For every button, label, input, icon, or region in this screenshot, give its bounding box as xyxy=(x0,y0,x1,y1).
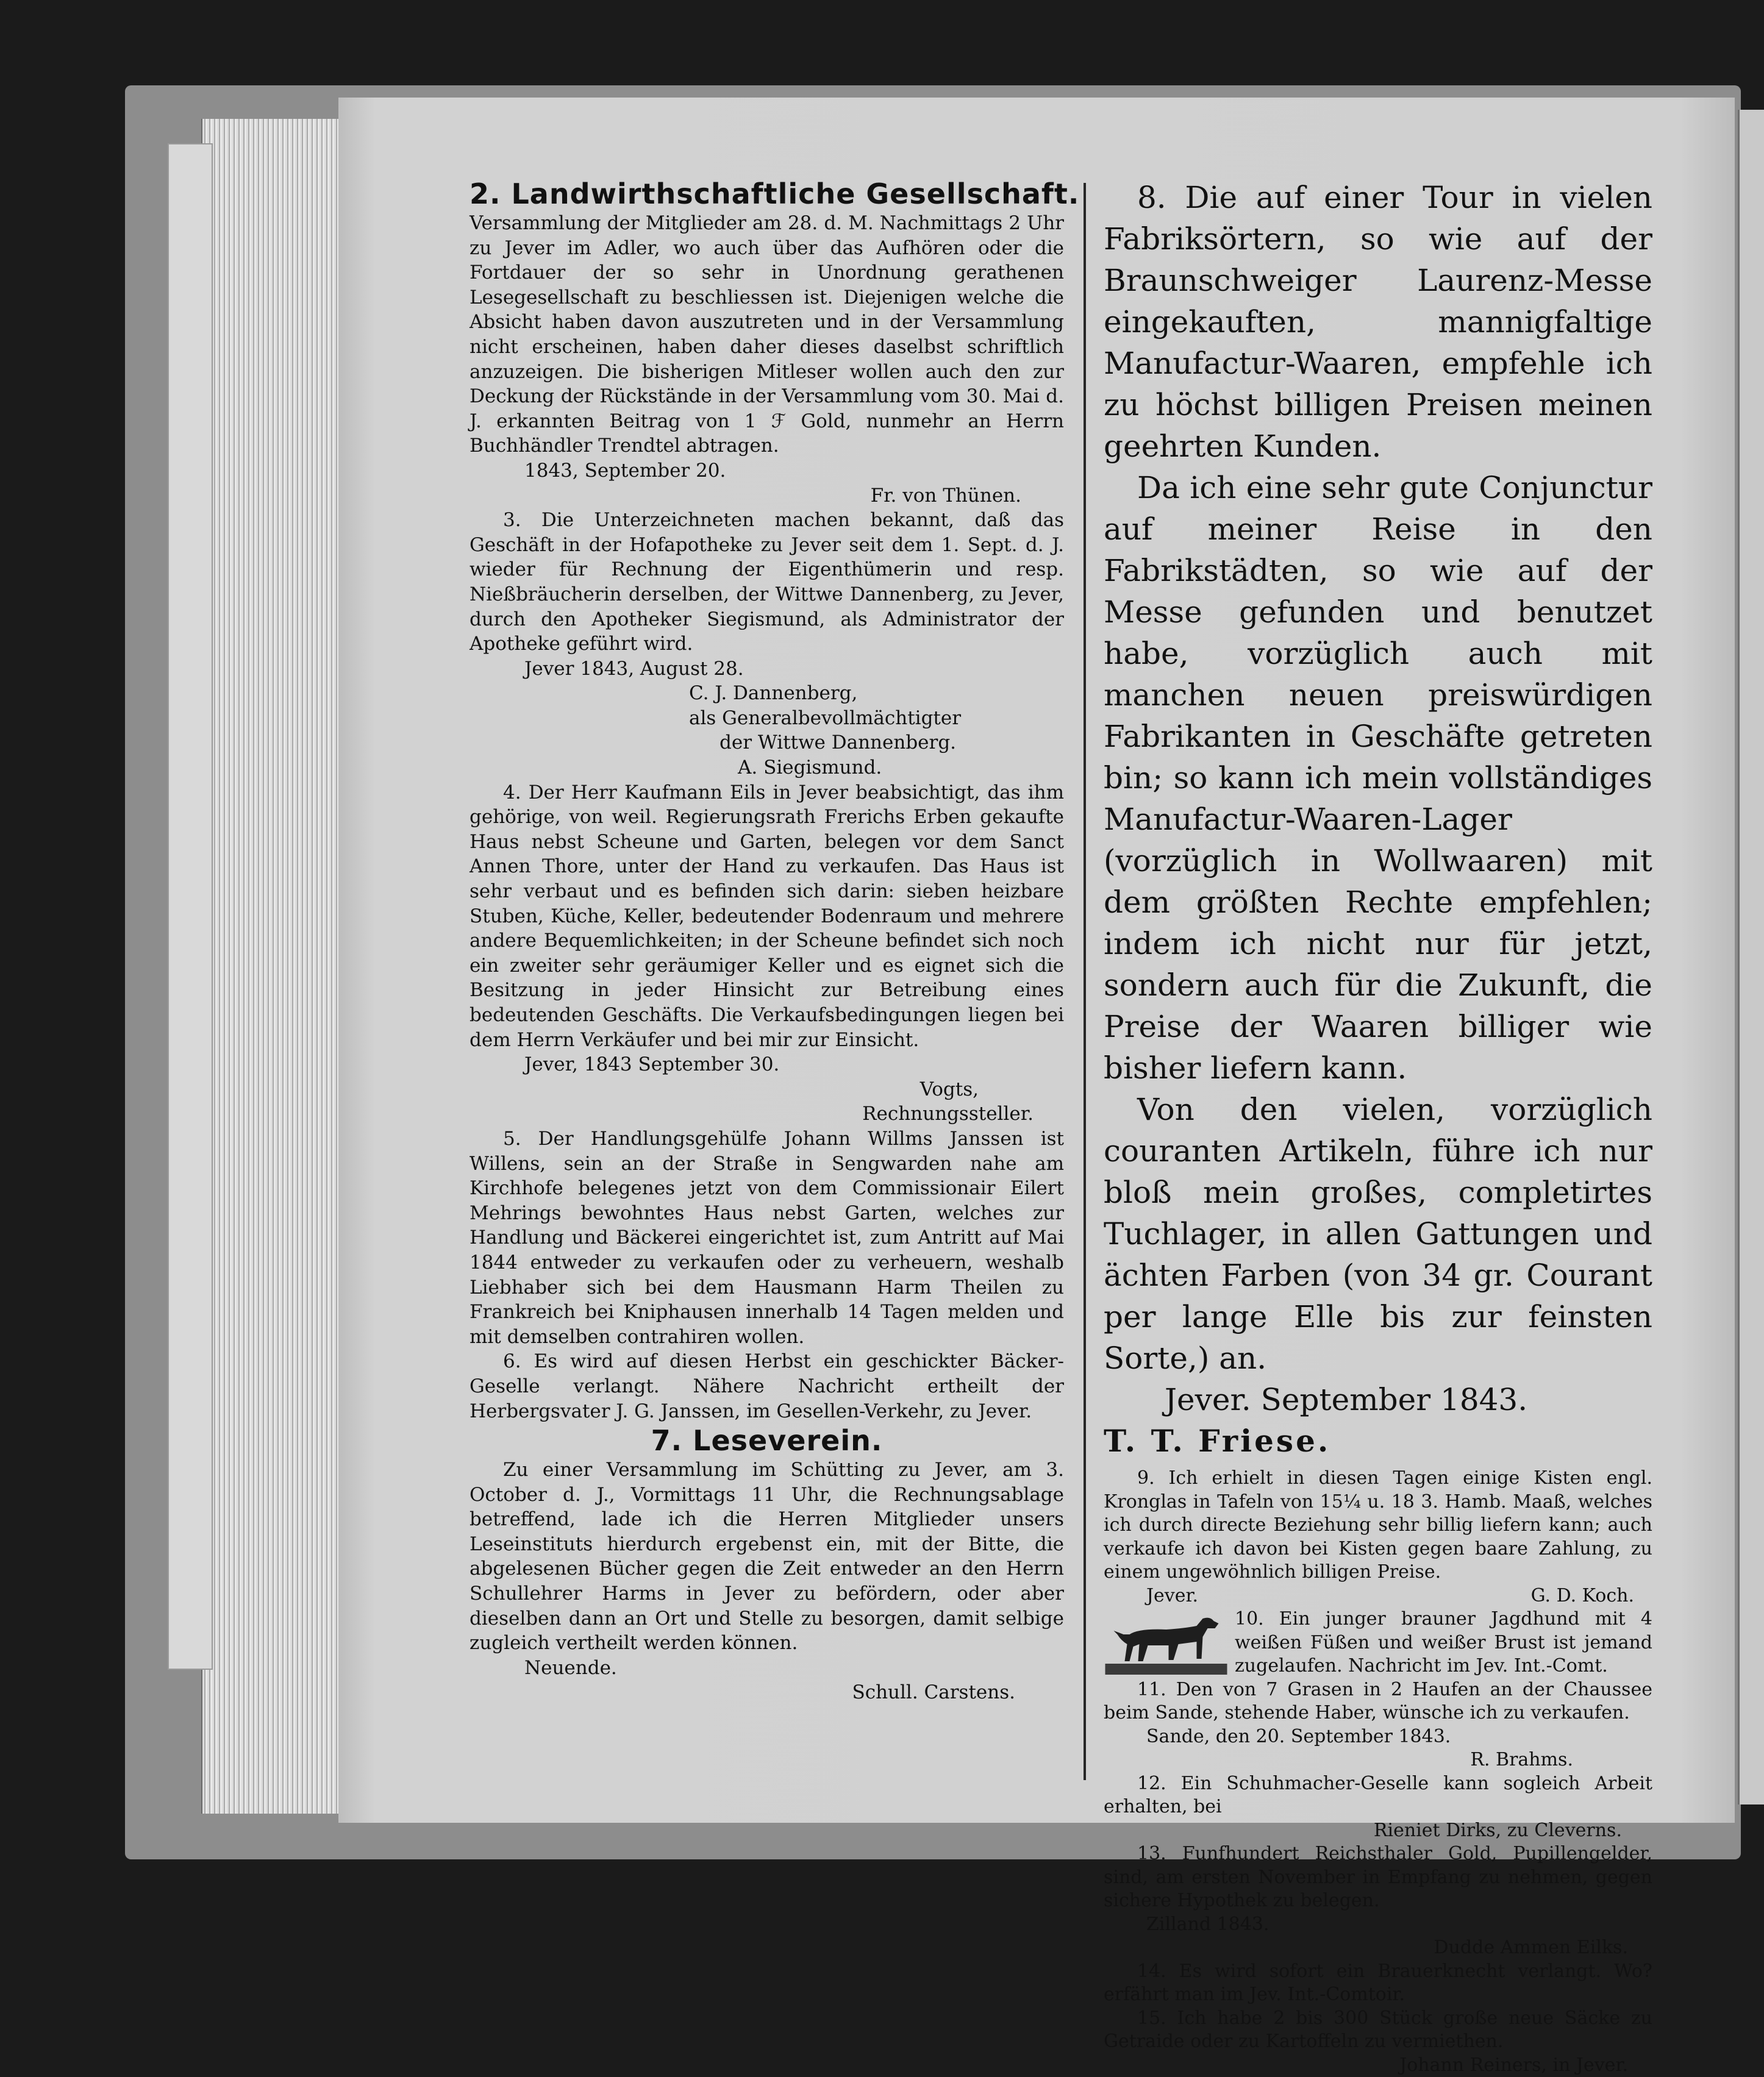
section-15-body: 15. Ich habe 2 bis 300 Stück große neue Säcke zu Getraide oder zu Kartoffeln zu vermiethen. xyxy=(1104,2007,1652,2054)
section-8-body: 8. Die auf einer Tour in vielen Fabriksörtern, so wie auf der Braunschweiger Laurenz-Messe eingekauften, mannigfaltige Manufactur-Waaren, empfehle ich zu höchst billigen Preisen meinen geehrten Kunden. xyxy=(1104,177,1652,467)
section-10 xyxy=(1104,1608,1652,1678)
bookmark-slip xyxy=(168,143,213,1670)
section-4-signature-2: Rechnungssteller. xyxy=(470,1102,1064,1127)
section-11-body: 11. Den von 7 Grasen in 2 Haufen an der Chaussee beim Sande, stehende Haber, wünsche ich zu verkaufen. xyxy=(1104,1678,1652,1725)
next-page-edge xyxy=(1738,110,1764,1804)
section-4-signature-1: Vogts, xyxy=(470,1077,1064,1102)
section-13-body: 13. Funfhundert Reichsthaler Gold, Pupillengelder, sind, am ersten November in Empfang zu nehmen, gegen sichere Hypothek zu belegen. xyxy=(1104,1842,1652,1913)
section-14-body: 14. Es wird sofort ein Brauerknecht verlangt. Wo? erfährt man im Jev. Int.-Comtoir. xyxy=(1104,1960,1652,2007)
section-3-signature-1: C. J. Dannenberg, xyxy=(470,681,1064,706)
section-7-body: Zu einer Versammlung im Schütting zu Jever, am 3. October d. J., Vormittags 11 Uhr, die Rechnungsablage betreffend, lade ich die Herren Mitglieder unsers Leseinstituts hierdurch ergebenst ein, mit der Bitte, die abgelesenen Bücher gegen die Zeit entweder an den Herrn Schullehrer Harms in Jever zu befördern, oder aber dieselben dann an Ort und Stelle zu besorgen, damit selbige zugleich vertheilt werden können. xyxy=(470,1458,1064,1656)
section-6-body: 6. Es wird auf diesen Herbst ein geschickter Bäcker-Geselle verlangt. Nähere Nachricht ertheilt der Herbergsvater J. G. Janssen, im Gesellen-Verkehr, zu Jever. xyxy=(470,1349,1064,1423)
section-10-body: 10. Ein junger brauner Jagdhund mit 4 weißen Füßen und weißer Brust ist jemand zugelaufen. Nachricht im Jev. Int.-Comt. xyxy=(1235,1608,1652,1678)
section-8-paragraph-3: Von den vielen, vorzüglich couranten Artikeln, führe ich nur bloß mein großes, completirtes Tuchlager, in allen Gattungen und ächten Farben (von 34 gr. Courant per lange Elle bis zur feinsten Sorte,) an. xyxy=(1104,1089,1652,1379)
section-7-title: 7. Leseverein. xyxy=(470,1423,1064,1458)
left-column xyxy=(470,177,1064,1705)
section-8-paragraph-2: Da ich eine sehr gute Conjunctur auf meiner Reise in den Fabrikstädten, so wie auf der Messe gefunden und benutzet habe, vorzüglich auch mit manchen neuen preiswürdigen Fabrikanten in Geschäfte getreten bin; so kann ich mein vollständiges Manufactur-Waaren-Lager (vorzüglich in Wollwaaren) mit dem größten Rechte empfehlen; indem ich nicht nur für jetzt, sondern auch für die Zukunft, die Preise der Waaren billiger wie bisher liefern kann. xyxy=(1104,467,1652,1089)
section-11-signature: R. Brahms. xyxy=(1104,1748,1652,1772)
right-column xyxy=(1104,177,1652,2077)
section-3-signature-2: als Generalbevollmächtigter xyxy=(470,706,1064,731)
section-9-place: Jever. xyxy=(1104,1584,1198,1608)
page-edges xyxy=(201,119,340,1814)
small-notices xyxy=(1104,1467,1652,2077)
section-3-body: 3. Die Unterzeichneten machen bekannt, daß das Geschäft in der Hofapotheke zu Jever seit dem 1. Sept. d. J. wieder für Rechnung der Eigenthümerin und resp. Nießbräucherin derselben, der Wittwe Dannenberg, zu Jever, durch den Apotheker Siegismund, als Administrator der Apotheke geführt wird. xyxy=(470,508,1064,657)
section-9-body: 9. Ich erhielt in diesen Tagen einige Kisten engl. Kronglas in Tafeln von 15¼ u. 18 3. Hamb. Maaß, welches ich durch directe Beziehung sehr billig liefern kann; auch verkaufe ich davon bei Kisten gegen baare Zahlung, zu einem ungewöhnlich billigen Preise. xyxy=(1104,1467,1652,1584)
section-3-signature-4: A. Siegismund. xyxy=(470,755,1064,780)
section-15-signature: Johann Reiners, in Jever. xyxy=(1104,2054,1652,2077)
section-13-place: Zilland 1843. xyxy=(1104,1913,1652,1937)
section-7-place: Neuende. xyxy=(470,1656,1064,1681)
section-12-body: 12. Ein Schuhmacher-Geselle kann sogleich Arbeit erhalten, bei xyxy=(1104,1772,1652,1819)
section-13-signature: Dudde Ammen Eilks. xyxy=(1104,1936,1652,1960)
section-2-date: 1843, September 20. xyxy=(470,458,1064,483)
section-12-signature: Rieniet Dirks, zu Cleverns. xyxy=(1104,1819,1652,1843)
section-2-signature: Fr. von Thünen. xyxy=(470,483,1064,508)
section-3-date: Jever 1843, August 28. xyxy=(470,657,1064,682)
section-7-signature: Schull. Carstens. xyxy=(470,1680,1064,1705)
dog-icon xyxy=(1104,1610,1229,1677)
section-9-signature: G. D. Koch. xyxy=(1531,1584,1652,1608)
section-11-date: Sande, den 20. September 1843. xyxy=(1104,1725,1652,1749)
section-8-signature: T. T. Friese. xyxy=(1104,1420,1652,1462)
section-8 xyxy=(1104,177,1652,1462)
section-2-body: Versammlung der Mitglieder am 28. d. M. Nachmittags 2 Uhr zu Jever im Adler, wo auch über das Aufhören oder die Fortdauer der so sehr in Unordnung gerathenen Lesegesellschaft zu beschliessen ist. Diejenigen welche die Absicht haben davon auszutreten und in der Versammlung nicht erscheinen, haben daher dieses daselbst schriftlich anzuzeigen. Die bisherigen Mitleser wollen auch den zur Deckung der Rückstände in der Versammlung vom 30. Mai d. J. erkannten Beitrag von 1 ℱ Gold, nunmehr an Herrn Buchhändler Trendtel abtragen. xyxy=(470,211,1064,458)
section-4-body: 4. Der Herr Kaufmann Eils in Jever beabsichtigt, das ihm gehörige, von weil. Regierungsrath Frerichs Erben gekaufte Haus nebst Scheune und Garten, belegen vor dem Sanct Annen Thore, unter der Hand zu verkaufen. Das Haus ist sehr verbaut und es befinden sich darin: sieben heizbare Stuben, Küche, Keller, bedeutender Bodenraum und mehrere andere Bequemlichkeiten; in der Scheune befindet sich noch ein zweiter sehr geräumiger Keller und es eignet sich die Besitzung in jeder Hinsicht zur Betreibung eines bedeutenden Geschäfts. Die Verkaufsbedingungen liegen bei dem Herrn Verkäufer und bei mir zur Einsicht. xyxy=(470,780,1064,1053)
section-2-title: 2. Landwirthschaftliche Gesellschaft. xyxy=(470,177,1064,211)
column-divider xyxy=(1084,183,1086,1780)
section-4-date: Jever, 1843 September 30. xyxy=(470,1052,1064,1077)
section-3-signature-3: der Wittwe Dannenberg. xyxy=(470,730,1064,755)
section-5-body: 5. Der Handlungsgehülfe Johann Willms Janssen ist Willens, sein an der Straße in Sengwarden nahe am Kirchhofe belegenes jetzt von dem Commissionair Eilert Mehrings bewohntes Haus nebst Garten, welches zur Handlung und Bäckerei eingerichtet ist, zum Antritt auf Mai 1844 entweder zu verkaufen oder zu verheuern, weshalb Liebhaber sich bei dem Hausmann Harm Theilen zu Frankreich bei Kniphausen innerhalb 14 Tagen melden und mit demselben contrahiren wollen. xyxy=(470,1127,1064,1349)
section-8-date: Jever. September 1843. xyxy=(1104,1379,1652,1420)
